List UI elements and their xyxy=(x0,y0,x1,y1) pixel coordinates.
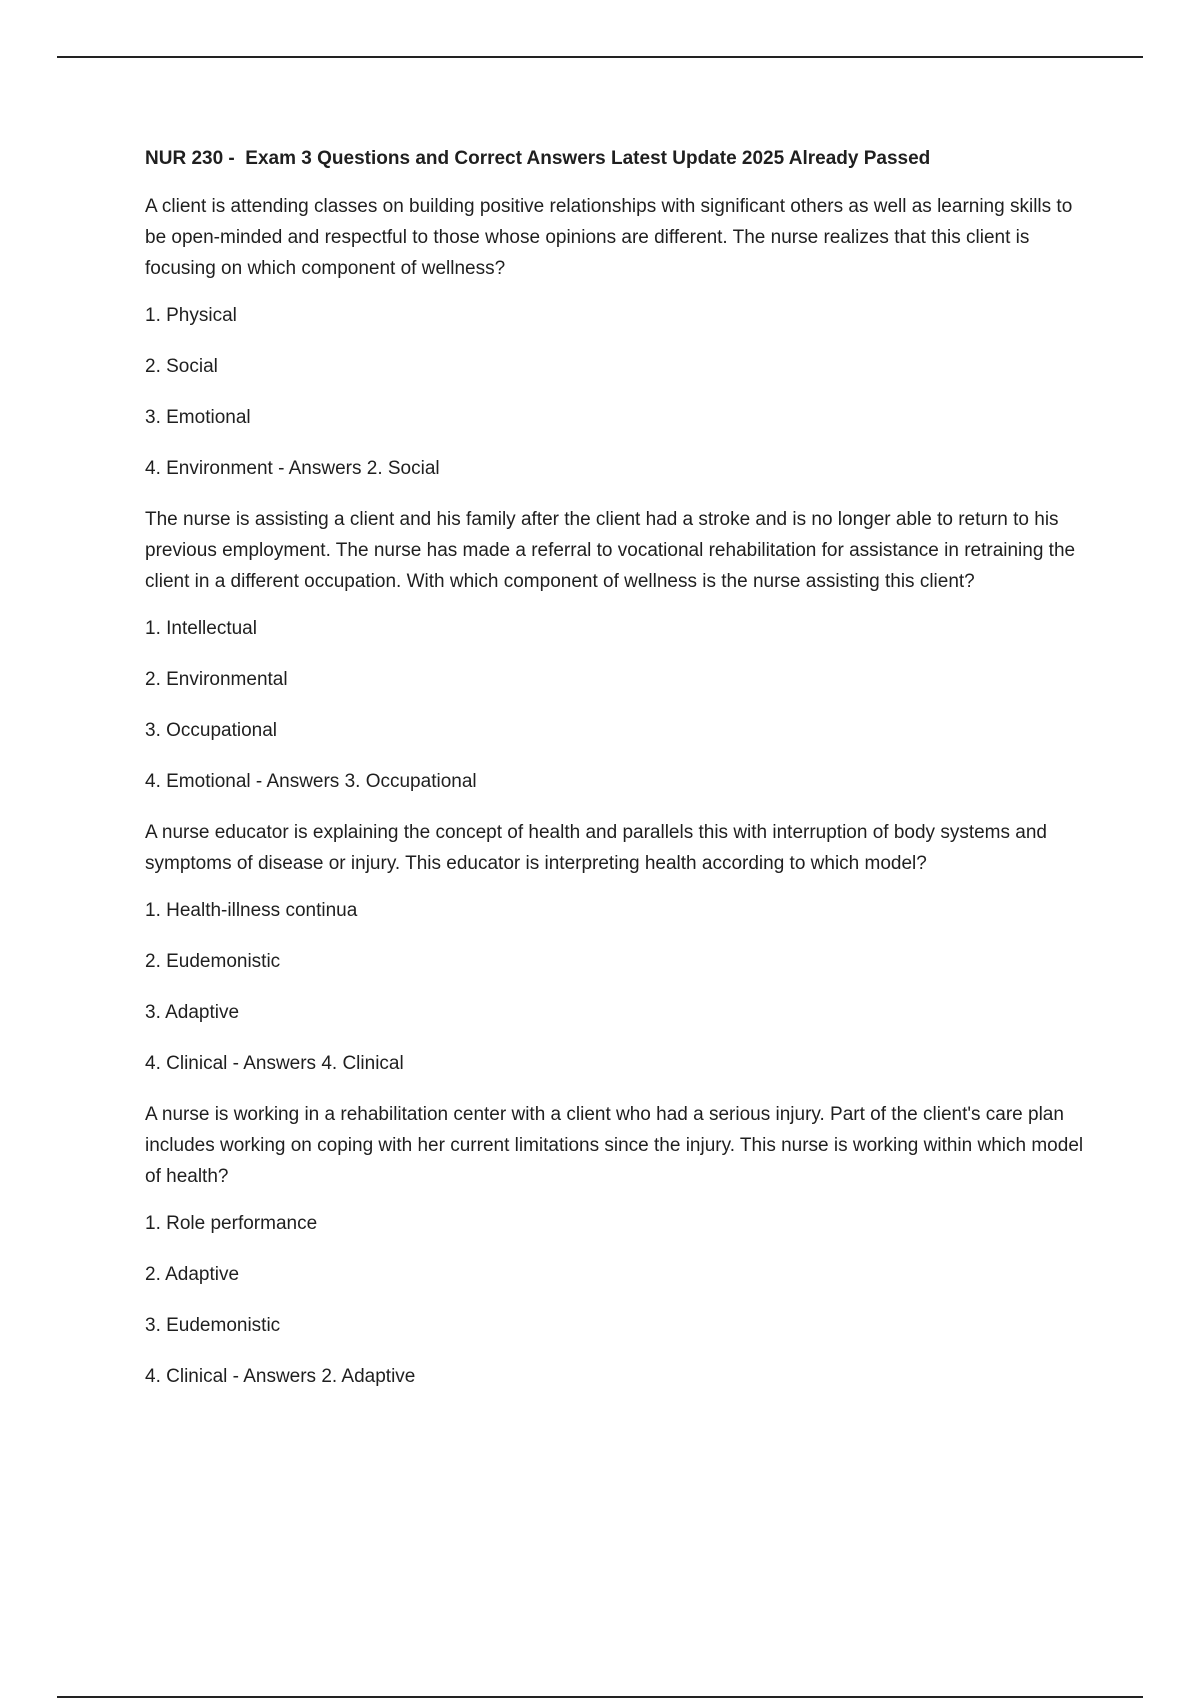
answer-option: 1. Intellectual xyxy=(145,618,257,639)
answer-option: 2. Social xyxy=(145,356,218,377)
answer-option: 1. Health-illness continua xyxy=(145,900,358,921)
question-block-2 xyxy=(145,504,1085,797)
answer-option: 2. Adaptive xyxy=(145,1264,240,1285)
header-rule xyxy=(57,56,1143,58)
answer-option: 2. Environmental xyxy=(145,669,288,690)
answer-option-with-answer: 4. Environment - Answers 2. Social xyxy=(145,458,440,479)
answer-option: 3. Eudemonistic xyxy=(145,1315,281,1336)
question-block-1 xyxy=(145,191,1085,484)
question-text: A nurse educator is explaining the concept of health and parallels this with interruption of body systems and symptoms of disease or injury. This educator is interpreting health according to which model? xyxy=(145,822,1047,874)
answer-option: 2. Eudemonistic xyxy=(145,951,281,972)
question-text: A nurse is working in a rehabilitation center with a client who had a serious injury. Part of the client's care plan includes working on coping with her current limitations since the injury. This nurse is working within which model of health? xyxy=(145,1104,1084,1187)
answer-option: 1. Physical xyxy=(145,305,237,326)
answer-option: 3. Adaptive xyxy=(145,1002,240,1023)
document-title: NUR 230 - Exam 3 Questions and Correct Answers Latest Update 2025 Already Passed xyxy=(145,148,931,169)
question-block-3 xyxy=(145,817,1085,1079)
answer-option-with-answer: 4. Clinical - Answers 4. Clinical xyxy=(145,1053,404,1074)
answer-option-with-answer: 4. Clinical - Answers 2. Adaptive xyxy=(145,1366,416,1387)
answer-option: 3. Occupational xyxy=(145,720,278,741)
answer-option: 1. Role performance xyxy=(145,1213,318,1234)
document-body xyxy=(145,143,1085,1412)
footer-rule xyxy=(57,1696,1143,1698)
answer-option: 3. Emotional xyxy=(145,407,251,428)
question-block-4 xyxy=(145,1099,1085,1392)
question-text: A client is attending classes on building positive relationships with significant others as well as learning skills to be open-minded and respectful to those whose opinions are different. The nurse realizes that this client is focusing on which component of wellness? xyxy=(145,196,1073,279)
answer-option-with-answer: 4. Emotional - Answers 3. Occupational xyxy=(145,771,477,792)
question-text: The nurse is assisting a client and his family after the client had a stroke and is no longer able to return to his previous employment. The nurse has made a referral to vocational rehabilitation for assistance in retraining the client in a different occupation. With which component of wellness is the nurse assisting this client? xyxy=(145,509,1076,592)
